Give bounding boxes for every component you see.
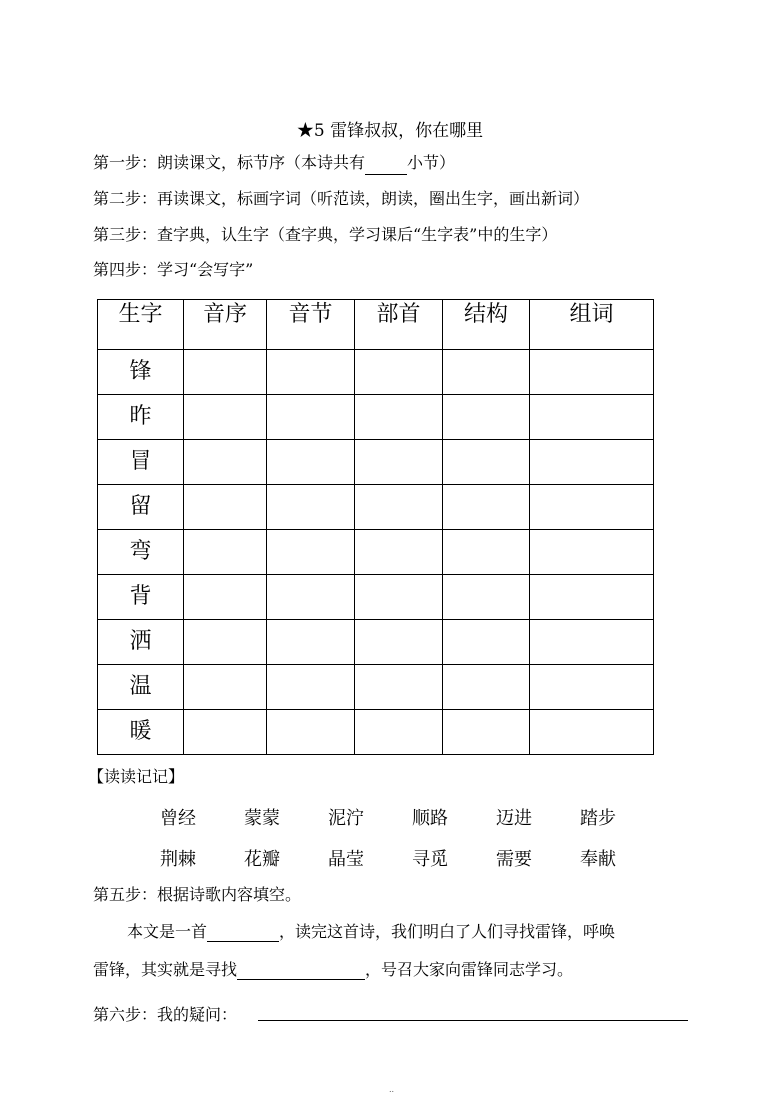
answer-cell[interactable]	[184, 350, 267, 395]
answer-cell[interactable]	[355, 665, 443, 710]
word-row-1	[160, 804, 664, 830]
answer-cell[interactable]	[443, 665, 530, 710]
answer-cell[interactable]	[267, 530, 355, 575]
char-cell: 背	[98, 575, 184, 620]
table-row	[98, 395, 654, 440]
answer-cell[interactable]	[184, 395, 267, 440]
answer-cell[interactable]	[267, 710, 355, 755]
header-cell: 结构	[443, 300, 530, 350]
step-6	[93, 1004, 237, 1026]
answer-cell[interactable]	[530, 620, 654, 665]
answer-cell[interactable]	[184, 440, 267, 485]
table-row	[98, 350, 654, 395]
header-cell: 部首	[355, 300, 443, 350]
step-1	[93, 152, 455, 175]
answer-cell[interactable]	[355, 710, 443, 755]
fill-text: 雷锋，其实就是寻找	[93, 960, 238, 979]
word-item: 奉献	[580, 849, 616, 870]
char-cell: 锋	[98, 350, 184, 395]
answer-cell[interactable]	[267, 665, 355, 710]
answer-cell[interactable]	[530, 710, 654, 755]
step-1-text: 第一步：朗读课文，标节序（本诗共有	[93, 153, 366, 172]
answer-cell[interactable]	[184, 485, 267, 530]
table-row	[98, 530, 654, 575]
word-item: 迈进	[496, 808, 532, 829]
char-cell: 温	[98, 665, 184, 710]
word-item: 荆棘	[160, 849, 196, 870]
fill-text: ，号召大家向雷锋同志学习。	[365, 960, 574, 979]
word-item: 蒙蒙	[244, 808, 280, 829]
answer-cell[interactable]	[355, 620, 443, 665]
search-meaning-blank[interactable]	[237, 960, 365, 980]
fill-text: 本文是一首	[127, 922, 208, 941]
answer-cell[interactable]	[530, 395, 654, 440]
header-cell: 组词	[530, 300, 654, 350]
question-answer-line[interactable]	[258, 1020, 688, 1021]
word-row-2	[160, 845, 664, 871]
answer-cell[interactable]	[443, 530, 530, 575]
word-item: 泥泞	[328, 808, 364, 829]
header-cell: 音序	[184, 300, 267, 350]
word-item: 踏步	[580, 808, 616, 829]
answer-cell[interactable]	[530, 575, 654, 620]
answer-cell[interactable]	[530, 350, 654, 395]
answer-cell[interactable]	[443, 710, 530, 755]
reading-heading: 【读读记记】	[88, 767, 185, 786]
answer-cell[interactable]	[443, 350, 530, 395]
word-item: 曾经	[160, 808, 196, 829]
table-row	[98, 485, 654, 530]
page-title: ★5 雷锋叔叔，你在哪里	[296, 121, 484, 141]
word-item: 花瓣	[244, 849, 280, 870]
fill-text: ，读完这首诗，我们明白了人们寻找雷锋，呼唤	[279, 922, 616, 941]
step-4: 第四步：学习“会写字”	[93, 260, 254, 279]
poem-type-blank[interactable]	[207, 922, 279, 942]
answer-cell[interactable]	[267, 395, 355, 440]
answer-cell[interactable]	[355, 575, 443, 620]
step-6-text: 第六步：我的疑问：	[93, 1005, 238, 1024]
header-cell: 生字	[98, 300, 184, 350]
answer-cell[interactable]	[355, 485, 443, 530]
step-1-suffix: 小节）	[407, 153, 456, 172]
answer-cell[interactable]	[355, 350, 443, 395]
answer-cell[interactable]	[443, 440, 530, 485]
answer-cell[interactable]	[267, 575, 355, 620]
answer-cell[interactable]	[184, 665, 267, 710]
answer-cell[interactable]	[184, 575, 267, 620]
char-cell: 洒	[98, 620, 184, 665]
answer-cell[interactable]	[355, 530, 443, 575]
step-3: 第三步：查字典，认生字（查字典，学习课后“生字表”中的生字）	[93, 225, 558, 244]
answer-cell[interactable]	[184, 710, 267, 755]
section-count-blank[interactable]	[365, 152, 407, 175]
answer-cell[interactable]	[443, 575, 530, 620]
answer-cell[interactable]	[267, 620, 355, 665]
char-cell: 冒	[98, 440, 184, 485]
step-2: 第二步：再读课文，标画字词（听范读，朗读，圈出生字，画出新词）	[93, 189, 590, 208]
answer-cell[interactable]	[267, 440, 355, 485]
answer-cell[interactable]	[530, 485, 654, 530]
answer-cell[interactable]	[443, 395, 530, 440]
answer-cell[interactable]	[530, 665, 654, 710]
step-5: 第五步：根据诗歌内容填空。	[93, 885, 302, 904]
word-item: 顺路	[412, 808, 448, 829]
answer-cell[interactable]	[184, 620, 267, 665]
char-cell: 昨	[98, 395, 184, 440]
header-cell: 音节	[267, 300, 355, 350]
answer-cell[interactable]	[355, 440, 443, 485]
fill-line-2	[93, 957, 573, 980]
word-item: 需要	[496, 849, 532, 870]
table-row	[98, 665, 654, 710]
answer-cell[interactable]	[184, 530, 267, 575]
answer-cell[interactable]	[443, 620, 530, 665]
answer-cell[interactable]	[267, 350, 355, 395]
table-row	[98, 710, 654, 755]
table-row	[98, 440, 654, 485]
char-cell: 暖	[98, 710, 184, 755]
word-item: 晶莹	[328, 849, 364, 870]
answer-cell[interactable]	[267, 485, 355, 530]
answer-cell[interactable]	[530, 440, 654, 485]
word-item: 寻觅	[412, 849, 448, 870]
table-row	[98, 620, 654, 665]
fill-line-1	[127, 919, 615, 942]
table-row	[98, 575, 654, 620]
char-cell: 留	[98, 485, 184, 530]
answer-cell[interactable]	[530, 530, 654, 575]
answer-cell[interactable]	[443, 485, 530, 530]
character-table	[97, 299, 654, 755]
page-marker: ..	[389, 1085, 395, 1094]
answer-cell[interactable]	[355, 395, 443, 440]
table-header-row	[98, 300, 654, 350]
char-cell: 弯	[98, 530, 184, 575]
